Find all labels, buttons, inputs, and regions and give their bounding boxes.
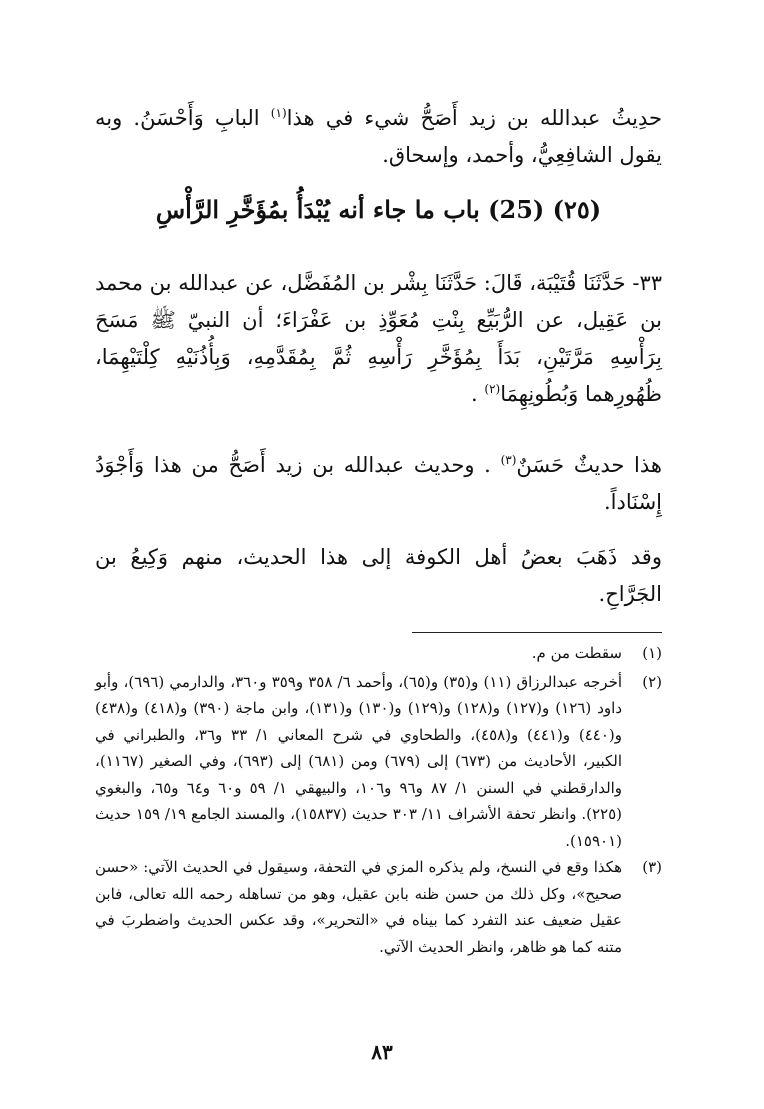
paragraph-hasan (95, 447, 662, 521)
paragraph-text: البابِ وَأَحْسَنُ. وبه يقول الشافِعِيُّ، وأحمد، وإسحاق. (95, 106, 662, 167)
footnote-ref-1: (١) (270, 106, 287, 120)
footnotes (95, 640, 662, 960)
footnote-text: سقطت من م. (531, 644, 622, 662)
paragraph-kufa: وقد ذَهَبَ بعضُ أهل الكوفة إلى هذا الحديث، منهم وَكِيعُ بن الجَرَّاحِ. (95, 545, 662, 606)
paragraph-text: حدِيثُ عبدالله بن زيد أَصَحُّ شيء في هذا (286, 106, 662, 130)
footnote-1 (95, 640, 662, 667)
paragraph-text: . وحديث عبدالله بن زيد أَصَحُّ من هذا وَأَجْوَدُ إِسْنَاداً. (95, 453, 662, 514)
footnote-ref-3: (٣) (500, 453, 517, 467)
footnote-2 (95, 669, 662, 855)
paragraph-grading (95, 100, 662, 174)
footnote-text: أخرجه عبدالرزاق (١١) و(٣٥) و(٦٥)، وأحمد ٦/ ٣٥٨ و٣٥٩ و٣٦٠، والدارمي (٦٩٦)، وأبو داود (١٢٦) و(١٢٧) و(١٢٨) و(١٢٩) و(١٣٠) و(١٣١)، وابن ماجة (٣٩٠) و(٤١٨) و(٤٣٨) و(٤٤٠) و(٤٤١) و(٤٥٨)، والطحاوي في شرح المعاني ١/ ٣٣ و٣٦، والطبراني في الكبير، الأحاديث من (٦٧٣) إلى (٦٧٩) ومن (٦٨١) إلى (٦٩٣)، وفي الصغير (١١٦٧)، والدارقطني في السنن ١/ ٨٧ و٩٦ و١٠٦، والبيهقي ١/ ٥٩ و٦٠ و٦٤ و٦٥، والبغوي (٢٢٥). وانظر تحفة الأشراف ١١/ ٣٠٣ حديث (١٥٨٣٧)، والمسند الجامع ١٩/ ١٥٩ حديث (١٥٩٠١). (95, 672, 623, 850)
footnote-number: (٣) (642, 858, 662, 876)
hadith-33 (95, 265, 662, 413)
footnote-number: (٢) (642, 672, 662, 691)
page-number: ٨٣ (371, 1040, 393, 1064)
footnote-separator (412, 632, 662, 633)
paragraph-text: هذا حديثٌ حَسَنٌ (516, 453, 662, 477)
footnote-number: (١) (642, 644, 662, 662)
chapter-heading: (٢٥) (25) باب ما جاء أنه يُبْدَأُ بمُؤَخَّرِ الرَّأْسِ (155, 195, 602, 224)
footnote-ref-2: (٢) (484, 382, 501, 396)
paragraph-text: . (471, 382, 485, 406)
footnote-text: هكذا وقع في النسخ، ولم يذكره المزي في التحفة، وسيقول في الحديث الآتي: «حسن صحيح»، وكل ذلك من حسن ظنه بابن عقيل، وهو من تساهله رحمه الله تعالى، فابن عقيل ضعيف عند التفرد كما بيناه في «التحرير»، وقد عكس الحديث واضطربَ في متنه كما هو ظاهر، وانظر الحديث الآتي. (95, 858, 622, 956)
paragraph-text: ٣٣- حَدَّثَنَا قُتَيْبَة، قَالَ: حَدَّثَنَا بِشْر بن المُفَضَّل، عن عبدالله بن محمد بن عَقِيل، عن الرُّبَيِّع بِنْتِ مُعَوِّذِ بن عَفْرَاءَ؛ أن النبيّ ﷺ مَسَحَ بِرَأْسِهِ مَرَّتَيْنِ، بَدَأَ بِمُؤَخَّرِ رَأْسِهِ ثُمَّ بِمُقَدَّمِهِ، وَبِأُذُنَيْهِ كِلْتَيْهِمَا، ظُهُورِهما وَبُطُونِهِمَا (95, 271, 662, 406)
footnote-3 (95, 854, 662, 960)
